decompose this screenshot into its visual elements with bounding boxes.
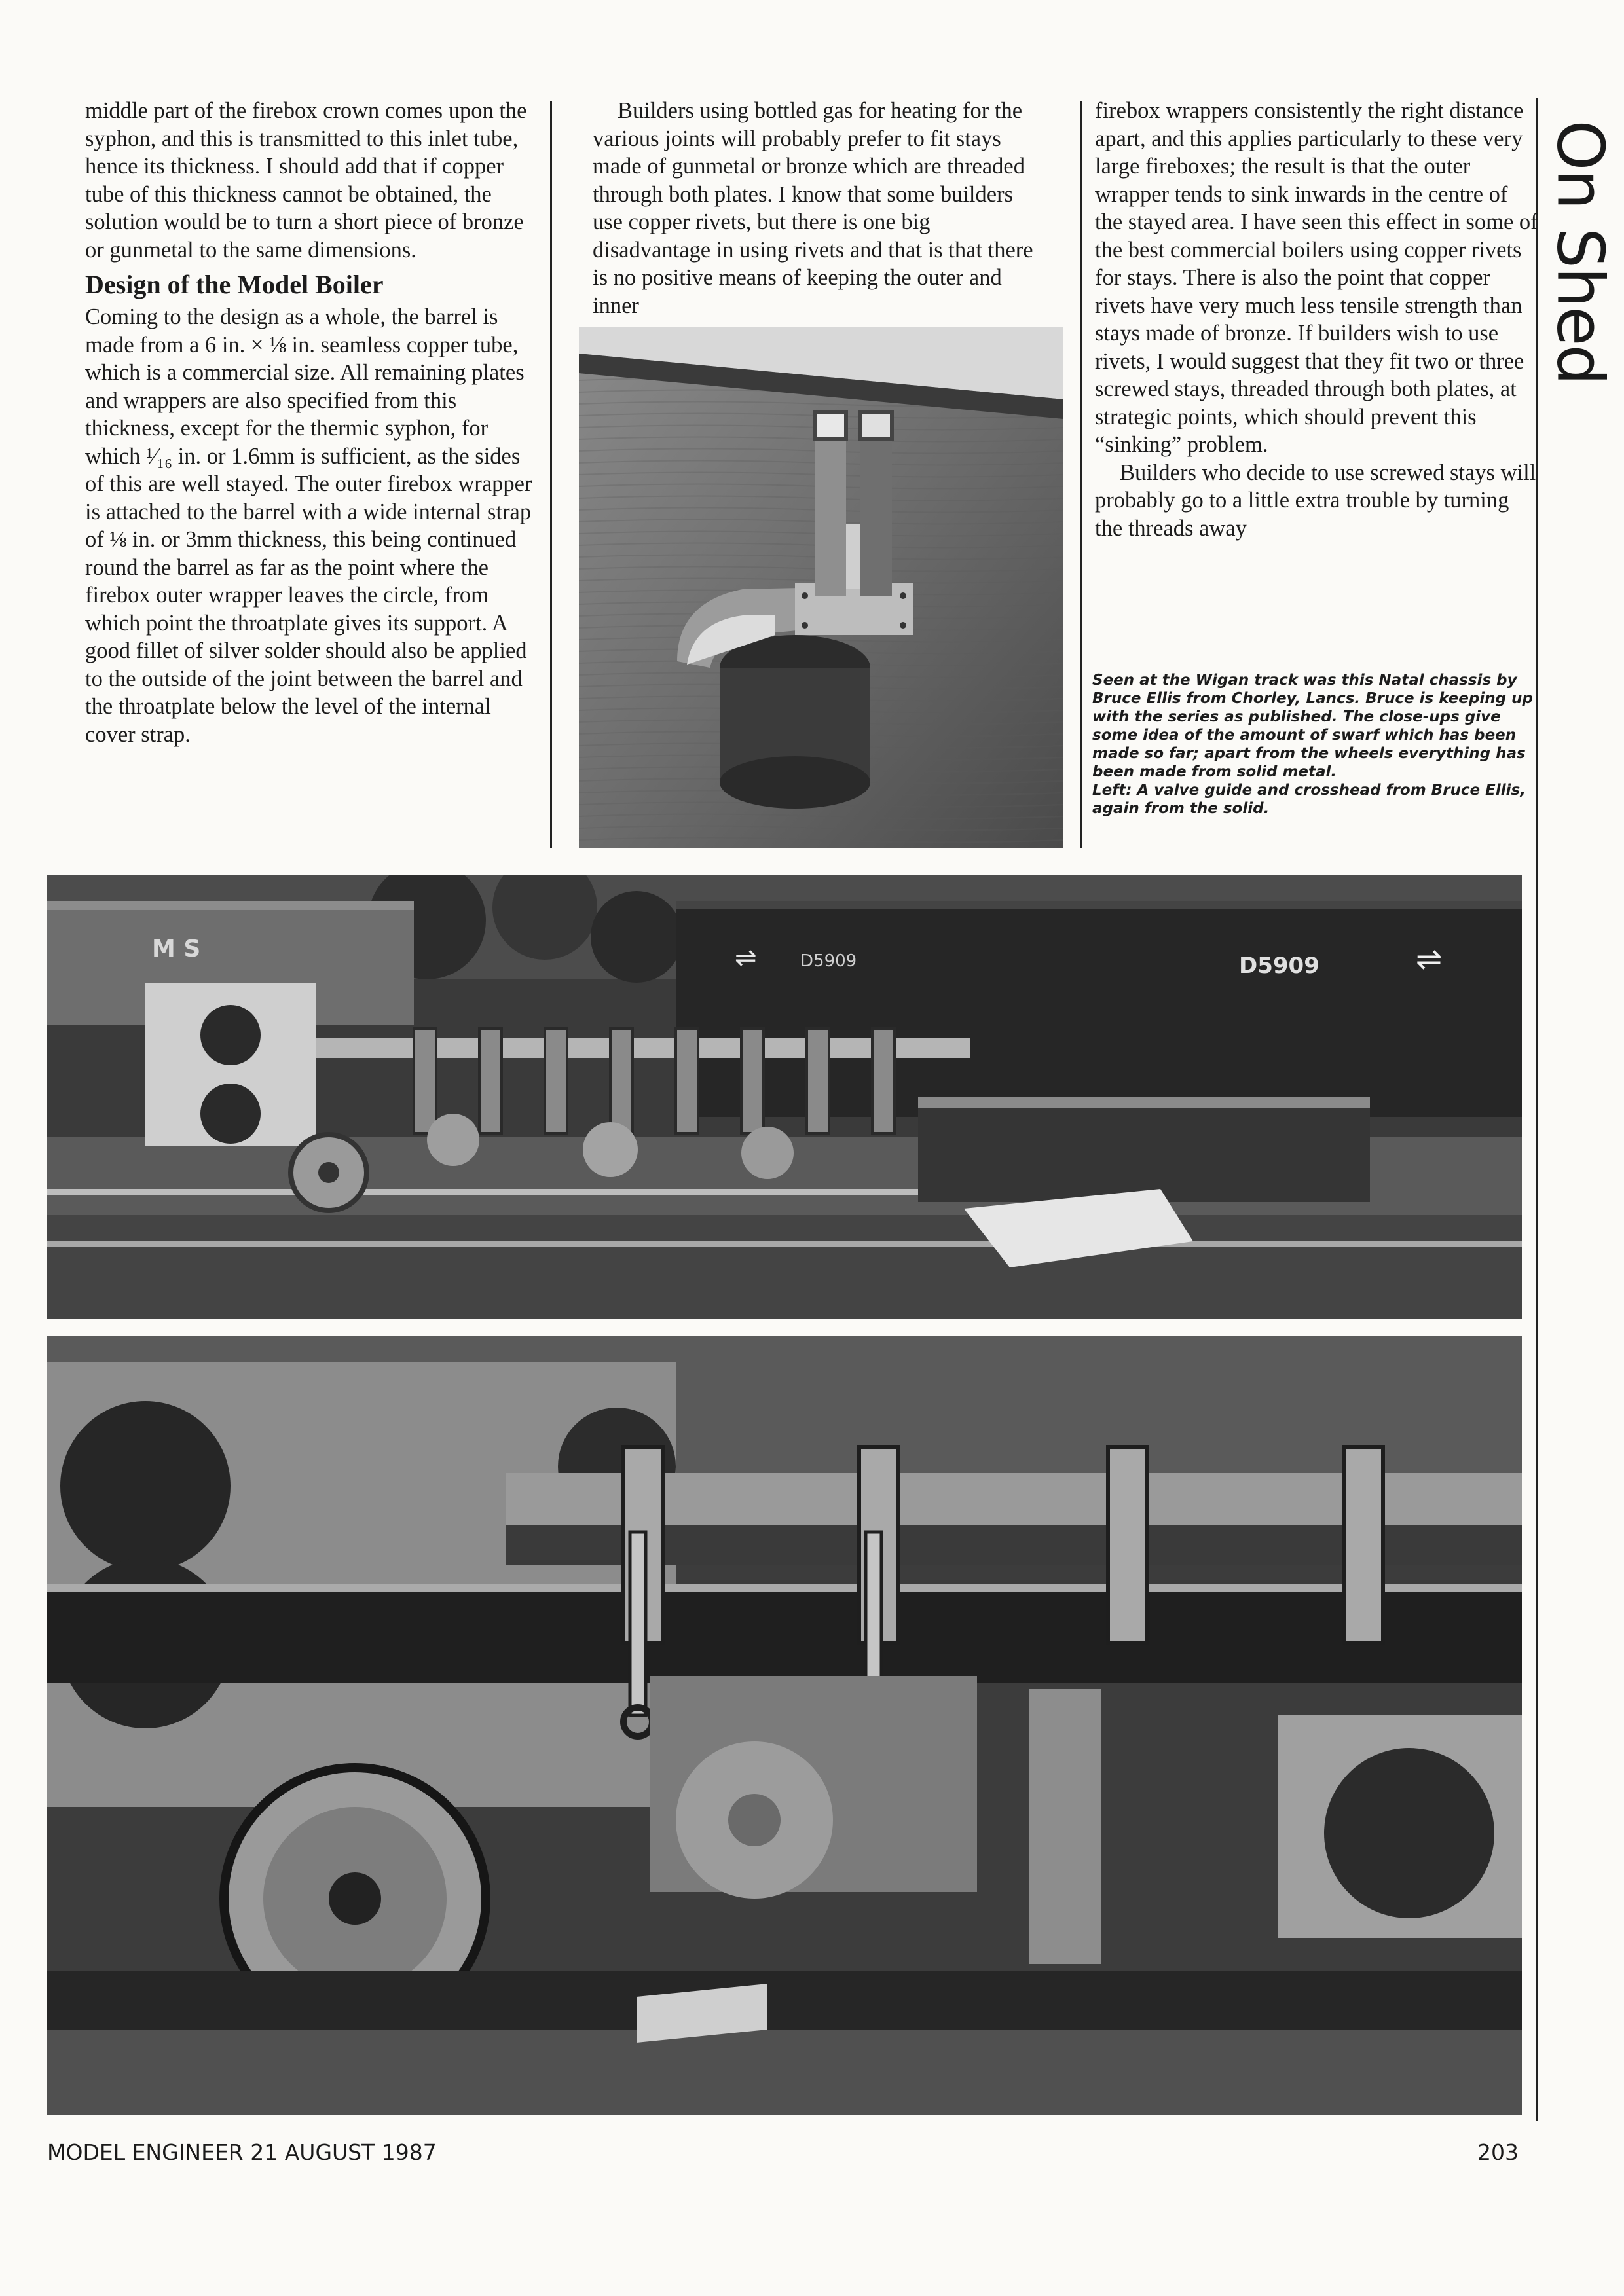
- photo-caption: [1092, 671, 1538, 818]
- crosshead-photo-image: [579, 327, 1063, 848]
- col1-paragraph-2: Coming to the design as a whole, the barrel is made from a 6 in. × ⅛ in. seamless copper tube, which is a commercial size. All remaining plates and wrappers are also specified from this thickness, except for the thermic syphon, for which ¹⁄₁₆ in. or 1.6mm is sufficient, as the sides of this are well stayed. The outer firebox wrapper is attached to the barrel with a wide internal strap of ⅛ in. or 3mm thickness, this being continued round the barrel as far as the point where the firebox outer wrapper leaves the circle, from which point the throatplate gives its support. A good fillet of silver solder should also be applied to the outside of the joint between the barrel and the throatplate below the level of the internal cover strap.: [85, 304, 532, 747]
- running-title-text: On Shed: [1542, 120, 1617, 384]
- column-1: [85, 97, 537, 748]
- loco-number-left: D5909: [800, 951, 857, 971]
- col3-paragraph-2: Builders who decide to use screwed stays will probably go to a little extra trouble by turning the threads away: [1095, 460, 1536, 541]
- chassis-track-photo-image: [47, 875, 1522, 1319]
- column-2: [593, 97, 1044, 319]
- caption-left: Left: A valve guide and crosshead from Bruce Ellis, again from the solid.: [1092, 782, 1526, 817]
- loco-number-right: D5909: [1239, 953, 1320, 979]
- section-heading: Design of the Model Boiler: [85, 270, 384, 299]
- running-title: [1536, 98, 1624, 406]
- col3-paragraph-1: firebox wrappers consistently the right distance apart, and this applies particularly to these very large fireboxes; the result is that the outer wrapper tends to sink inwards in the centre of the stayed area. I have seen this effect in some of the best commercial boilers using copper rivets for stays. There is also the point that copper rivets have very much less tensile strength than stays made of bronze. If builders wish to use rivets, I would suggest that they fit two or three screwed stays, threaded through both plates, at strategic points, which should prevent this “sinking” problem.: [1095, 98, 1538, 457]
- col2-paragraph-1: Builders using bottled gas for heating for the various joints will probably prefer to fit stays made of gunmetal or bronze which are threaded through both plates. I know that some builders use copper rivets, but there is one big disadvantage in using rivets and that is that there is no positive means of keeping the outer and inner: [593, 98, 1033, 318]
- chassis-closeup-photo-image: [47, 1336, 1522, 2115]
- column-3: [1095, 97, 1540, 542]
- chassis-closeup-photo: [47, 1336, 1522, 2115]
- wagon-lettering: M S: [152, 936, 201, 962]
- column-rule-2: [1080, 101, 1082, 848]
- crosshead-photo: [579, 327, 1063, 848]
- logo-mark-right: ⇌: [1416, 941, 1443, 977]
- magazine-footer: MODEL ENGINEER 21 AUGUST 1987: [47, 2140, 437, 2165]
- chassis-track-photo: [47, 875, 1522, 1319]
- page-number: 203: [1477, 2140, 1519, 2165]
- caption-main: Seen at the Wigan track was this Natal chassis by Bruce Ellis from Chorley, Lancs. Bruce is keeping up with the series as published. The close-ups give some idea of the amount of swarf which has been made so far; apart from the wheels everything has been made from solid metal.: [1092, 672, 1533, 780]
- column-rule-1: [550, 101, 552, 848]
- logo-mark-left: ⇌: [735, 943, 757, 973]
- col1-paragraph-1: middle part of the firebox crown comes upon the syphon, and this is transmitted to this inlet tube, hence its thickness. I should add that if copper tube of this thickness cannot be obtained, the solution would be to turn a short piece of bronze or gunmetal to the same dimensions.: [85, 98, 527, 263]
